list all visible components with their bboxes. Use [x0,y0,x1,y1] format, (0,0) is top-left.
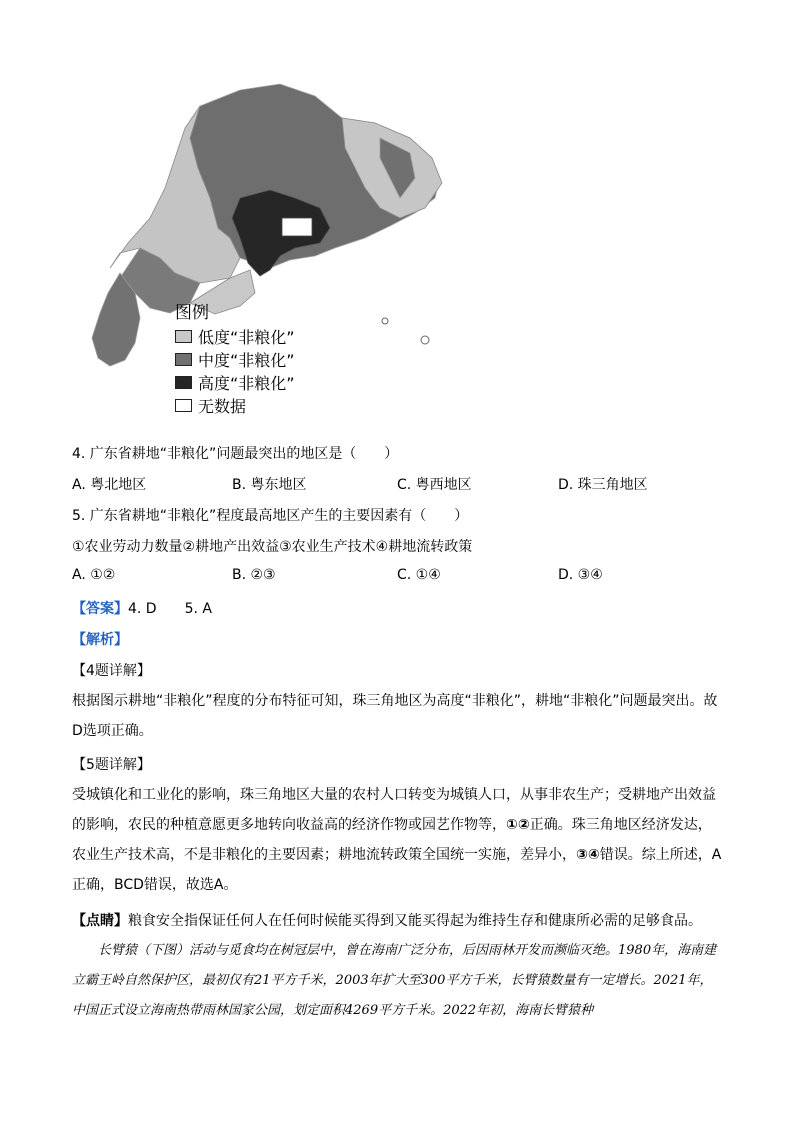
answer-text: 4. D 5. A [128,601,212,617]
q5-option-b: B. ②③ [232,567,276,583]
q4-option-c: C. 粤西地区 [397,477,472,493]
map-island [421,336,429,344]
q5-detail-text [72,780,724,900]
q4-option-d: D. 珠三角地区 [558,477,648,493]
legend-label: 中度“非粮化” [198,351,295,370]
legend-item-low [175,325,295,348]
answer-line [72,598,212,618]
legend-label: 低度“非粮化” [198,328,295,347]
analysis-line [72,629,128,649]
q4-option-a: A. 粤北地区 [72,477,147,493]
q5-option-d: D. ③④ [558,567,603,583]
q5-option-a: A. ①② [72,567,116,583]
q4-detail-text: 根据图示耕地“非粮化”程度的分布特征可知，珠三角地区为高度“非粮化”，耕地“非粮化”问题最突出。故D选项正确。 [72,693,718,739]
legend-label: 高度“非粮化” [198,374,295,393]
tip-tag: 【点睛】 [72,913,128,929]
q5-detail-part1: 受城镇化和工业化的影响，珠三角地区大量的农村人口转变为城镇人口，从事非农生产；受耕地产出效益的影响，农民的种植意愿更多地转向收益高的经济作物或园艺作物等， [72,787,716,833]
legend-title: 图例 [175,303,209,323]
q5-detail-mark1: ①② [506,817,530,833]
legend-swatch-low [175,330,192,343]
legend-item-medium [175,348,295,371]
tip-line [72,906,724,936]
map-region-no-data [282,218,312,236]
legend-swatch-no-data [175,399,192,412]
passage-text: 长臂猿（下图）活动与觅食均在树冠层中，曾在海南广泛分布，后因雨林开发而濒临灭绝。1980年，海南建立霸王岭自然保护区，最初仅有21平方千米，2003年扩大至300平方千米，长臂猿数量有一定增长。2021年，中国正式设立海南热带雨林国家公园，划定面积4269平方千米。2022年初，海南长臂猿种 [72,943,717,1018]
q4-detail-title: 【4题详解】 [72,663,151,679]
q5-stem: 5. 广东省耕地“非粮化”程度最高地区产生的主要因素有（ ） [72,508,469,524]
q5-detail-mark2: ③④ [576,847,600,863]
legend-label: 无数据 [198,397,247,416]
legend-swatch-high [175,376,192,389]
tip-text: 粮食安全指保证任何人在任何时候能买得到又能买得起为维持生存和健康所必需的足够食品。 [128,913,702,929]
q5-detail-title: 【5题详解】 [72,757,151,773]
q5-factors: ①农业劳动力数量②耕地产出效益③农业生产技术④耕地流转政策 [72,539,473,555]
analysis-tag: 【解析】 [72,632,128,648]
answer-tag: 【答案】 [72,601,128,617]
legend-item-no-data [175,394,295,417]
legend-swatch-medium [175,353,192,366]
q4-option-b: B. 粤东地区 [232,477,307,493]
map-legend [175,298,295,417]
q5-option-c: C. ①④ [397,567,441,583]
map-island [382,318,388,324]
q5-detail-part2: 正确。珠三角地区经济发达，农业生产技术高，不是非粮化的主要因素；耕地流转政策全国统一实施，差异小， [72,817,712,863]
q4-stem: 4. 广东省耕地“非粮化”问题最突出的地区是（ ） [72,446,399,462]
legend-item-high [175,371,295,394]
q5-detail-part3: 错误。综上所述，A正确，BCD错误，故选A。 [72,847,722,893]
